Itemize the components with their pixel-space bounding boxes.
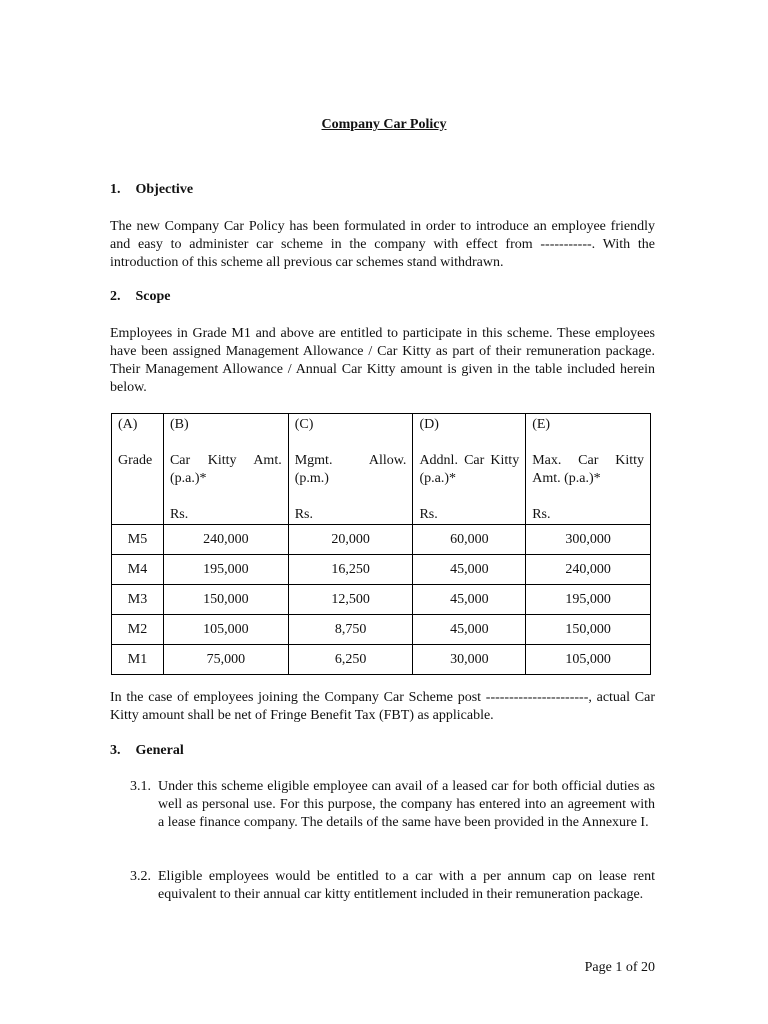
after-table-paragraph: In the case of employees joining the Company Car Scheme post ----------------------, actual Car Kitty amount shall be net of Fringe Benefit Tax (FBT) as applicable.: [110, 690, 655, 723]
item-text: Under this scheme eligible employee can avail of a leased car for both official duties as well as personal use. For this purpose, the company has entered into an agreement with a lease finance company. The details of the same have been provided in the Annexure I.: [158, 779, 655, 830]
header-unit: Rs.: [532, 507, 551, 522]
header-letter: (B): [169, 417, 189, 432]
cell-addnl-kitty: 45,000: [413, 555, 526, 585]
header-unit: Rs.: [419, 507, 438, 522]
cell-car-kitty: 75,000: [163, 645, 288, 675]
item-number: 3.1.: [130, 779, 151, 794]
document-title: Company Car Policy: [321, 117, 447, 132]
cell-mgmt-allow: 20,000: [288, 525, 413, 555]
cell-addnl-kitty: 45,000: [413, 615, 526, 645]
header-unit: Rs.: [294, 507, 314, 522]
table-row: [112, 615, 651, 645]
cell-max-kitty: 150,000: [526, 615, 651, 645]
section-number: 2.: [110, 289, 121, 304]
section-title: General: [135, 743, 184, 758]
header-label: Car Kitty Amt. (p.a.)*: [169, 453, 282, 486]
section-heading-scope: [110, 289, 171, 305]
scope-paragraph: Employees in Grade M1 and above are entitled to participate in this scheme. These employees have been assigned Management Allowance / Car Kitty as part of their remuneration package. Their Management Allowance / Annual Car Kitty amount is given in the table included herein below.: [110, 326, 655, 395]
header-letter: (D): [419, 417, 439, 432]
table-row: [112, 525, 651, 555]
car-kitty-table: [111, 413, 651, 675]
header-label: Mgmt. Allow. (p.m.): [294, 453, 407, 486]
table-header-row: [112, 414, 651, 525]
cell-max-kitty: 195,000: [526, 585, 651, 615]
section-number: 3.: [110, 743, 121, 758]
cell-grade: M3: [112, 585, 164, 615]
item-text: Eligible employees would be entitled to a car with a per annum cap on lease rent equivalent to their annual car kitty entitlement included in their remuneration package.: [158, 869, 655, 902]
cell-grade: M4: [112, 555, 164, 585]
general-item: [130, 778, 655, 832]
cell-grade: M2: [112, 615, 164, 645]
header-max-kitty: [526, 414, 651, 525]
cell-grade: M5: [112, 525, 164, 555]
header-label: Addnl. Car Kitty (p.a.)*: [419, 453, 520, 486]
cell-car-kitty: 105,000: [163, 615, 288, 645]
section-heading-objective: [110, 182, 193, 198]
cell-car-kitty: 150,000: [163, 585, 288, 615]
cell-car-kitty: 240,000: [163, 525, 288, 555]
header-label: Grade: [118, 453, 153, 468]
cell-mgmt-allow: 12,500: [288, 585, 413, 615]
cell-addnl-kitty: 30,000: [413, 645, 526, 675]
header-unit: Rs.: [169, 507, 189, 522]
cell-max-kitty: 105,000: [526, 645, 651, 675]
cell-addnl-kitty: 45,000: [413, 585, 526, 615]
general-item: [130, 868, 655, 904]
section-title: Scope: [135, 289, 171, 304]
header-letter: (E): [532, 417, 551, 432]
section-heading-general: [110, 743, 184, 759]
cell-addnl-kitty: 60,000: [413, 525, 526, 555]
header-letter: (C): [294, 417, 314, 432]
cell-max-kitty: 240,000: [526, 555, 651, 585]
cell-max-kitty: 300,000: [526, 525, 651, 555]
header-mgmt-allow: [288, 414, 413, 525]
header-grade: [112, 414, 164, 525]
page-number: Page 1 of 20: [584, 960, 655, 975]
section-title: Objective: [135, 182, 194, 197]
cell-grade: M1: [112, 645, 164, 675]
cell-mgmt-allow: 8,750: [288, 615, 413, 645]
header-car-kitty: [163, 414, 288, 525]
cell-mgmt-allow: 16,250: [288, 555, 413, 585]
cell-car-kitty: 195,000: [163, 555, 288, 585]
table-row: [112, 645, 651, 675]
table-row: [112, 555, 651, 585]
header-label: Max. Car Kitty Amt. (p.a.)*: [532, 453, 644, 486]
header-letter: (A): [118, 417, 138, 432]
item-number: 3.2.: [130, 869, 151, 884]
objective-paragraph: The new Company Car Policy has been formulated in order to introduce an employee friendly and easy to administer car scheme in the company with effect from -----------. With the introduction of this scheme all previous car schemes stand withdrawn.: [110, 219, 655, 270]
table-row: [112, 585, 651, 615]
header-addnl-kitty: [413, 414, 526, 525]
cell-mgmt-allow: 6,250: [288, 645, 413, 675]
section-number: 1.: [110, 182, 121, 197]
